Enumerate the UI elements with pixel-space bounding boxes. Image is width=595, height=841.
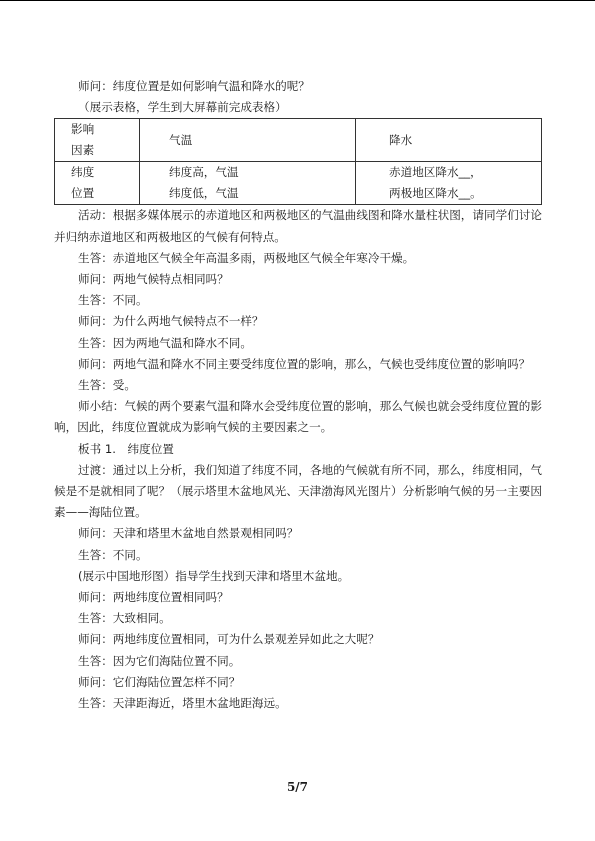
paragraph: 生答：大致相同。 [78,611,171,626]
document-body [54,76,542,714]
paragraph: 师问：两地纬度位置相同吗？ [78,590,229,605]
header-factor-cell: 影响 因素 [55,119,140,162]
paragraph: 活动：根据多媒体展示的赤道地区和两极地区的气温曲线图和降水量柱状图，请同学们讨论并归纳赤道地区和两极地区的气候有何特点。 [54,208,542,244]
board-heading: 板书 1. 纬度位置 [78,441,174,456]
row-factor-cell: 纬度 位置 [55,162,140,205]
climate-factor-table [54,118,542,205]
paragraph: 生答：因为它们海陆位置不同。 [78,653,241,668]
row-temperature-cell: 纬度高，气温 纬度低，气温 [140,162,356,205]
paragraph: 生答：因为两地气温和降水不同。 [78,335,252,350]
paragraph: 师小结：气候的两个要素气温和降水会受纬度位置的影响，那么气候也就会受纬度位置的影响，因此，纬度位置就成为影响气候的主要因素之一。 [54,399,542,435]
paragraph: 生答：受。 [78,378,136,393]
paragraph: (展示中国地形图）指导学生找到天津和塔里木盆地。 [78,568,350,583]
page-number: 5/7 [286,780,309,794]
paragraph: 过渡：通过以上分析，我们知道了纬度不同，各地的气候就有所不同，那么，纬度相同，气候是不是就相同了呢？（展示塔里木盆地风光、天津渤海风光图片）分析影响气候的另一主要因素——海陆位置。 [54,462,542,520]
paragraph: 生答：不同。 [78,547,148,562]
paragraph: 师问：两地纬度位置相同，可为什么景观差异如此之大呢？ [78,632,380,647]
table-header-row [55,119,542,162]
header-temperature-cell: 气温 [140,119,356,162]
paragraph: 生答：不同。 [78,293,148,308]
paragraph: 师问：天津和塔里木盆地自然景观相同吗？ [78,526,299,541]
paragraph: 师问：它们海陆位置怎样不同？ [78,674,241,689]
table-row [55,162,542,205]
paragraph: 生答：天津距海近，塔里木盆地距海远。 [78,696,287,711]
page-top-rule [0,0,595,1]
paragraph: 师问：两地气温和降水不同主要受纬度位置的影响，那么，气候也受纬度位置的影响吗？ [78,356,531,371]
paragraph: 师问：为什么两地气候特点不一样？ [78,314,264,329]
header-precipitation-cell: 降水 [356,119,542,162]
instruction-line: （展示表格，学生到大屏幕前完成表格） [78,100,287,115]
row-precipitation-cell: 赤道地区降水__， 两极地区降水__。 [356,162,542,205]
paragraph: 生答：赤道地区气候全年高温多雨，两极地区气候全年寒冷干燥。 [78,250,415,265]
question-line: 师问：纬度位置是如何影响气温和降水的呢？ [78,79,310,93]
paragraph: 师问：两地气候特点相同吗？ [78,272,229,287]
